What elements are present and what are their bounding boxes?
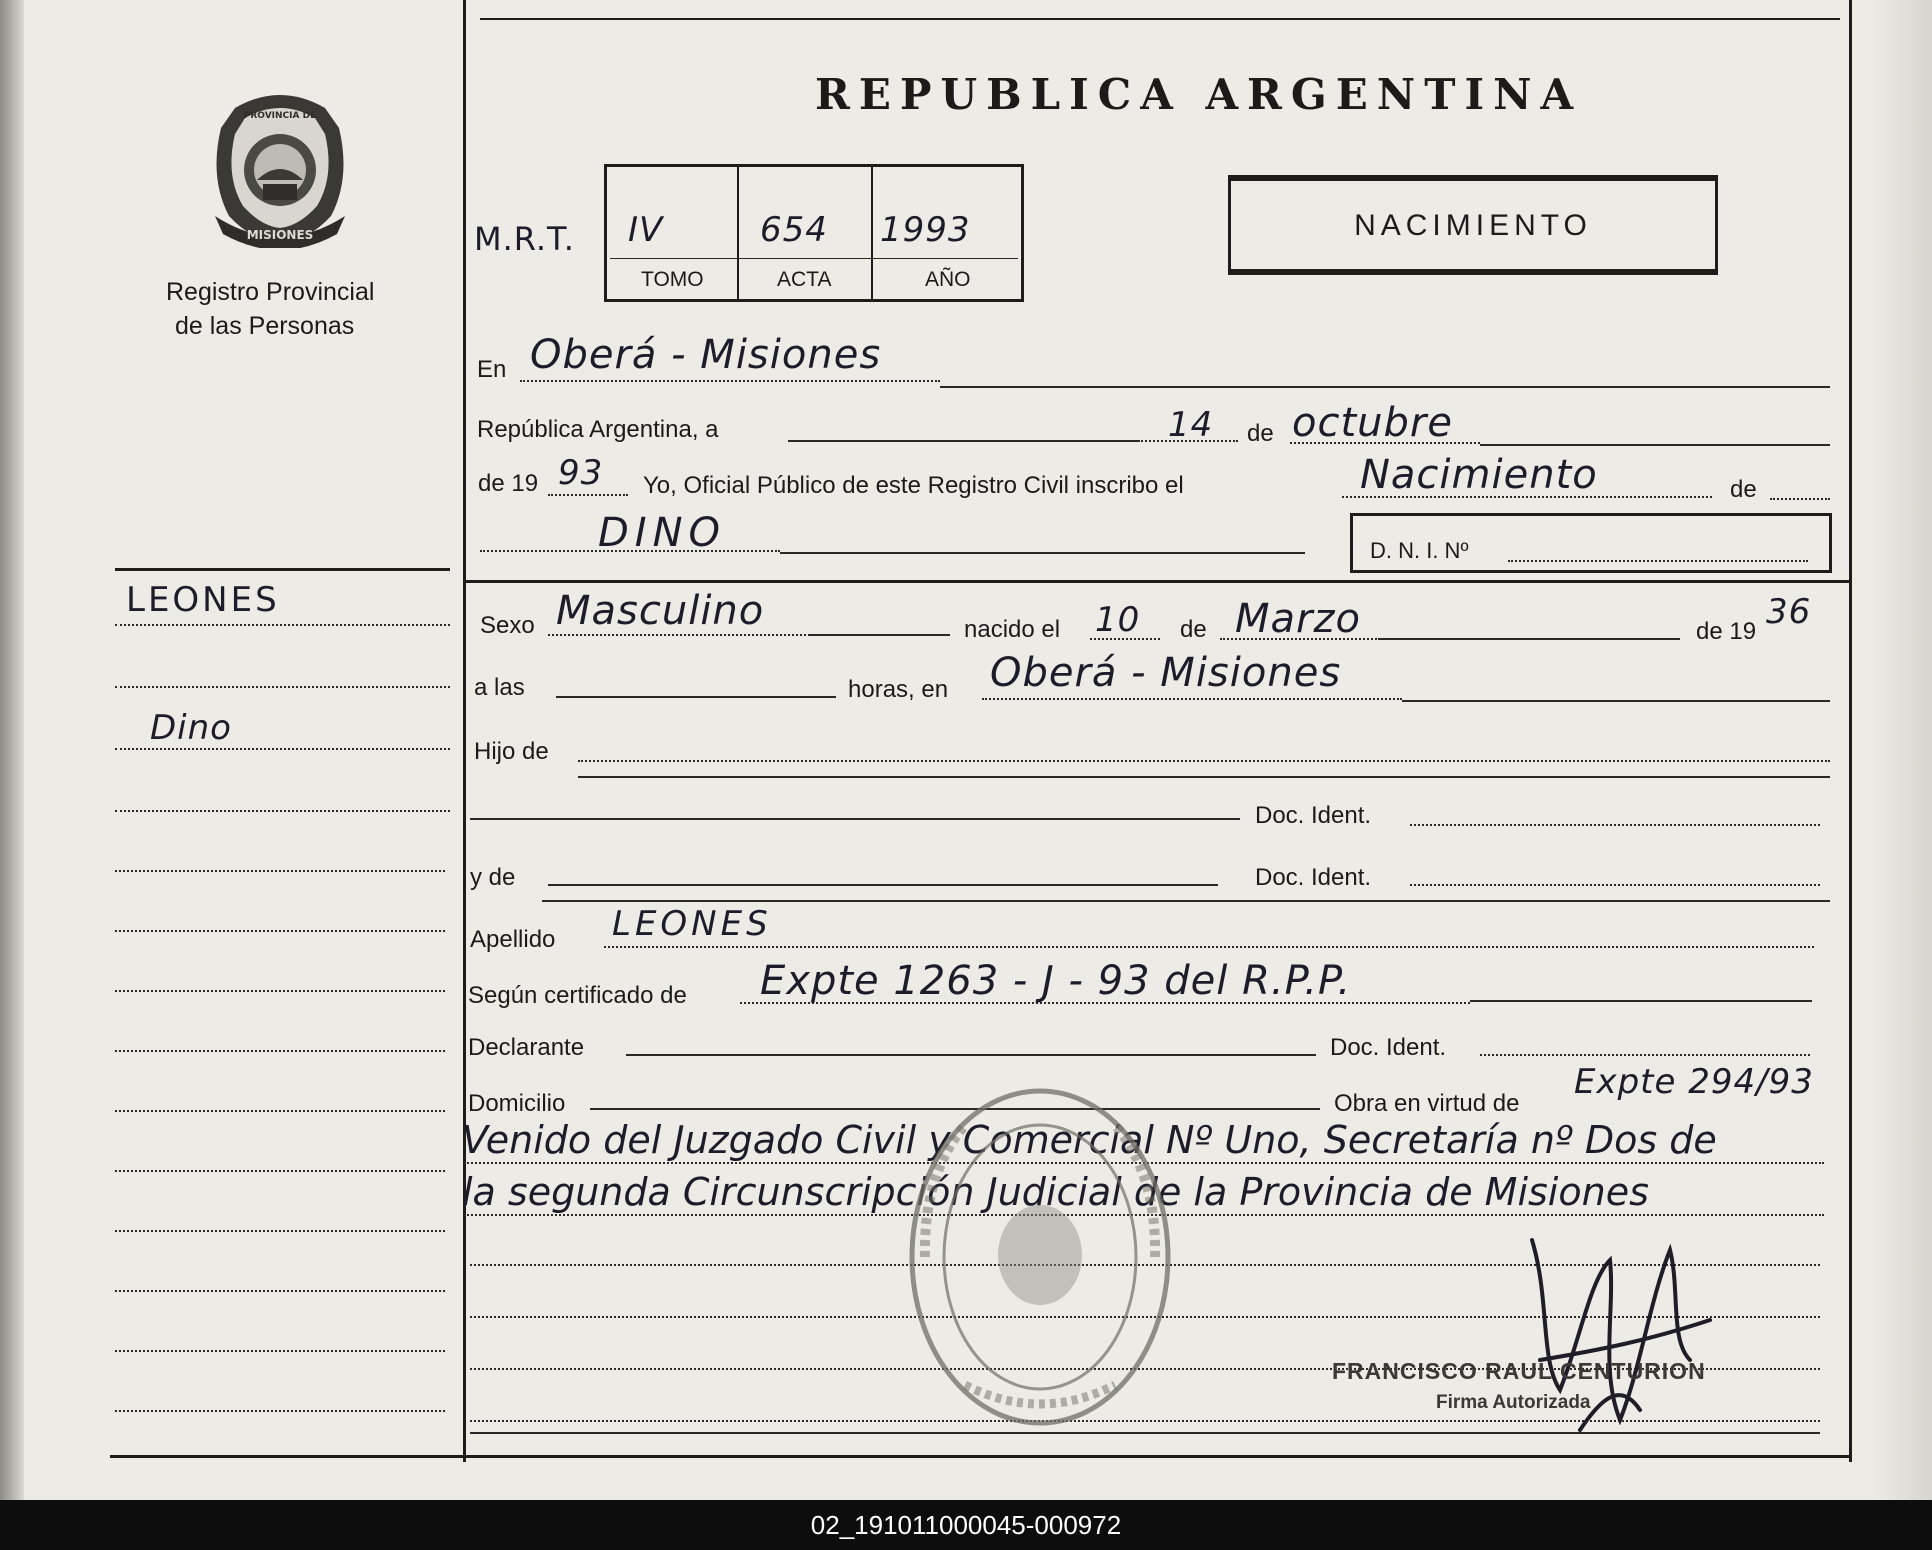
margin-dots-3 [115, 748, 450, 750]
ano-value: 1993 [880, 210, 971, 250]
apellido-dots [604, 946, 1814, 948]
official-stamp-icon [905, 1085, 1175, 1430]
birth-month-value: Marzo [1235, 596, 1361, 642]
birth-month-line [1380, 638, 1680, 640]
acta-label: ACTA [777, 268, 832, 291]
hijo-label: Hijo de [474, 738, 549, 765]
birth-day-value: 10 [1095, 600, 1141, 640]
yo-label: Yo, Oficial Público de este Registro Civil inscribo el [643, 472, 1184, 499]
y-de-label: y de [470, 864, 516, 891]
sexo-value: Masculino [556, 588, 765, 634]
birth-place-value: Oberá - Misiones [990, 650, 1342, 696]
tomo-label: TOMO [641, 268, 704, 291]
record-type-label: NACIMIENTO [1354, 209, 1592, 242]
margin-dots-5 [115, 870, 445, 872]
doc-ident-dots-2 [1410, 884, 1820, 886]
birth-place-line [1402, 700, 1830, 702]
reference-divider-2 [871, 166, 873, 300]
segun-label: Según certificado de [468, 982, 687, 1009]
sexo-line [810, 634, 950, 636]
acta-value: 654 [760, 210, 828, 250]
republica-line-1 [788, 440, 1138, 442]
bottom-rule [110, 1455, 1850, 1458]
de-end-label: de [1730, 476, 1757, 503]
year-dots [548, 494, 628, 496]
note-line-2: la segunda Circunscripción Judicial de la Provincia de Misiones [462, 1170, 1649, 1214]
signature-icon [1520, 1220, 1720, 1450]
republica-label: República Argentina, a [477, 416, 719, 443]
margin-dots-11 [115, 1230, 445, 1232]
birth-de-label: de [1180, 616, 1207, 643]
margin-dots-1 [115, 624, 450, 626]
signer-title: Firma Autorizada [1436, 1392, 1591, 1413]
dni-label: D. N. I. Nº [1370, 538, 1469, 563]
margin-dots-12 [115, 1290, 445, 1292]
birth-de19-label: de 19 [1696, 618, 1757, 645]
margin-dots-6 [115, 930, 445, 932]
year-value: 93 [558, 453, 604, 493]
en-value: Oberá - Misiones [530, 332, 882, 378]
margin-dots-13 [115, 1350, 445, 1352]
doc-ident-label-3: Doc. Ident. [1330, 1034, 1447, 1061]
registry-name-line1: Registro Provincial [166, 278, 375, 306]
apellido-label: Apellido [470, 926, 556, 953]
segun-line [1470, 1000, 1812, 1002]
sexo-dots [548, 634, 810, 636]
page-edge [1872, 0, 1932, 1500]
horas-label: horas, en [848, 676, 949, 703]
name-value: DINO [598, 510, 727, 556]
de-label: de [1247, 420, 1274, 447]
a-las-label: a las [474, 674, 525, 701]
day-value: 14 [1168, 405, 1214, 445]
tomo-value: IV [628, 210, 664, 250]
margin-given-name: Dino [150, 708, 232, 748]
mrt-prefix: M.R.T. [474, 220, 575, 258]
de-end-dots [1770, 498, 1830, 500]
margin-dots-7 [115, 990, 445, 992]
hijo-line [578, 776, 1830, 778]
month-line [1480, 444, 1830, 446]
en-dots [520, 380, 940, 382]
seal-top-text: PROVINCIA DE [243, 111, 317, 121]
de19-label: de 19 [478, 470, 539, 497]
obra-value: Expte 294/93 [1574, 1062, 1814, 1102]
sexo-label: Sexo [480, 612, 535, 639]
doc-ident-label-1: Doc. Ident. [1255, 802, 1372, 829]
doc-ident-dots-3 [1480, 1054, 1810, 1056]
record-type-box [1228, 175, 1718, 275]
margin-dots-2 [115, 686, 450, 688]
name-line [780, 552, 1305, 554]
seal-bottom-text: MISIONES [246, 228, 314, 242]
a-las-line [556, 696, 836, 698]
doc-ident-label-2: Doc. Ident. [1255, 864, 1372, 891]
mother-underline [542, 900, 1830, 902]
margin-top-rule [115, 568, 450, 571]
segun-value: Expte 1263 - J - 93 del R.P.P. [760, 958, 1352, 1004]
apellido-value: LEONES [612, 904, 772, 944]
en-label: En [477, 356, 507, 383]
margin-surname: LEONES [126, 580, 280, 620]
birth-place-dots [982, 698, 1402, 700]
father-line [470, 818, 1240, 820]
book-gutter-shadow [0, 0, 24, 1500]
obra-label: Obra en virtud de [1334, 1090, 1520, 1117]
right-frame-line [1849, 0, 1852, 1462]
margin-dots-9 [115, 1110, 445, 1112]
declarante-label: Declarante [468, 1034, 585, 1061]
reference-baseline [610, 258, 1018, 259]
top-rule [480, 18, 1840, 20]
country-title: REPUBLICA ARGENTINA [815, 70, 1583, 119]
month-value: octubre [1292, 400, 1453, 446]
margin-dots-8 [115, 1050, 445, 1052]
birth-year-value: 36 [1766, 592, 1812, 632]
doc-ident-dots-1 [1410, 824, 1820, 826]
registry-name-line2: de las Personas [175, 312, 355, 340]
signer-name: FRANCISCO RAUL CENTURION [1332, 1358, 1706, 1384]
en-line [940, 386, 1830, 388]
provincial-seal-icon [205, 88, 355, 248]
left-column-divider [463, 0, 466, 1462]
margin-dots-10 [115, 1170, 445, 1172]
section-divider [466, 580, 1850, 583]
note-line-1: Venido del Juzgado Civil y Comercial Nº Uno, Secretaría nº Dos de [462, 1118, 1717, 1162]
image-caption: 02_191011000045-000972 [0, 1500, 1932, 1550]
dni-dots [1508, 560, 1808, 562]
declarante-line [626, 1054, 1316, 1056]
margin-dots-4 [115, 810, 450, 812]
margin-dots-14 [115, 1410, 445, 1412]
hijo-dots [578, 760, 1830, 762]
ano-label: AÑO [925, 268, 971, 291]
nacido-label: nacido el [964, 616, 1061, 643]
acto-value: Nacimiento [1360, 452, 1598, 498]
domicilio-label: Domicilio [468, 1090, 566, 1117]
reference-divider-1 [737, 166, 739, 300]
mother-line [548, 884, 1218, 886]
